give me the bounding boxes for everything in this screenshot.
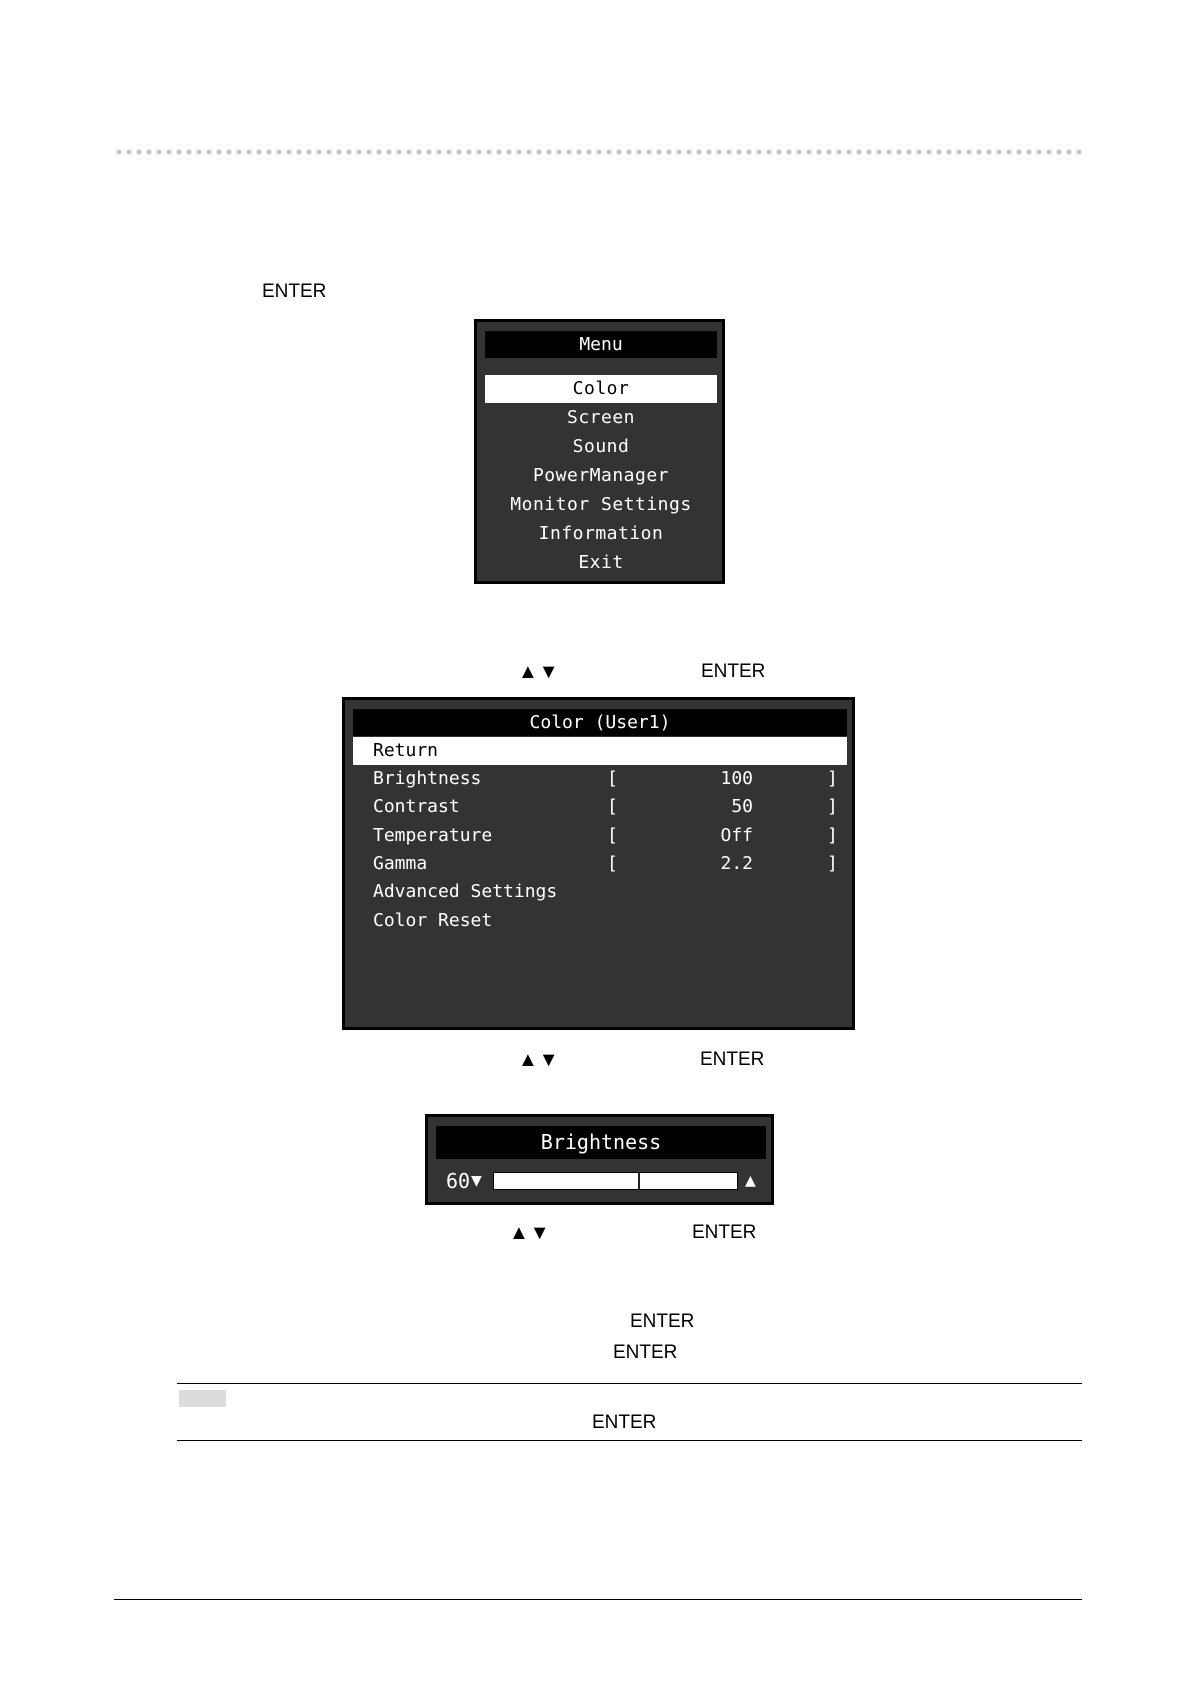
row-label: Contrast — [373, 796, 460, 817]
increase-arrow-icon[interactable]: ▲ — [745, 1170, 756, 1191]
up-down-arrows-icon: ▲▼ — [518, 1049, 560, 1071]
menu-item-sound[interactable]: Sound — [572, 436, 630, 457]
bracket-left: [ — [607, 825, 618, 846]
bracket-left: [ — [607, 796, 618, 817]
enter-key-label: ENTER — [630, 1311, 695, 1332]
up-down-arrows-icon: ▲▼ — [518, 661, 560, 683]
row-value: 100 — [720, 768, 753, 789]
menu-item-exit[interactable]: Exit — [578, 552, 624, 573]
color-row-contrast[interactable] — [353, 793, 847, 821]
menu-item-screen[interactable]: Screen — [566, 407, 636, 428]
enter-key-label: ENTER — [700, 1049, 765, 1070]
main-menu-title: Menu — [485, 331, 717, 358]
enter-key-label: ENTER — [262, 281, 327, 302]
dotted-divider — [114, 149, 1082, 155]
enter-key-label: ENTER — [692, 1222, 757, 1243]
color-row-return[interactable] — [353, 737, 847, 765]
brightness-osd — [425, 1114, 774, 1205]
decrease-arrow-icon[interactable]: ▼ — [471, 1170, 482, 1191]
note-top-rule — [177, 1383, 1082, 1384]
enter-key-label: ENTER — [592, 1412, 657, 1433]
row-value: 2.2 — [720, 853, 753, 874]
footer-rule — [114, 1599, 1082, 1600]
color-row-color-reset[interactable] — [353, 907, 847, 935]
color-row-temperature[interactable] — [353, 822, 847, 850]
row-label: Temperature — [373, 825, 493, 846]
main-menu-osd — [474, 319, 725, 584]
menu-item-monitor-settings[interactable]: Monitor Settings — [510, 494, 692, 515]
bracket-left: [ — [607, 768, 618, 789]
brightness-slider-track[interactable] — [493, 1172, 738, 1190]
color-row-advanced-settings[interactable] — [353, 878, 847, 906]
row-label: Advanced Settings — [373, 881, 558, 902]
color-row-gamma[interactable] — [353, 850, 847, 878]
bracket-right: ] — [827, 853, 838, 874]
brightness-title: Brightness — [436, 1126, 766, 1159]
enter-key-label: ENTER — [613, 1342, 678, 1363]
bracket-right: ] — [827, 768, 838, 789]
row-value: Off — [720, 825, 753, 846]
bracket-right: ] — [827, 796, 838, 817]
bracket-left: [ — [607, 853, 618, 874]
note-bottom-rule — [177, 1440, 1082, 1441]
note-tag — [179, 1390, 226, 1407]
brightness-slider-fill — [494, 1173, 640, 1189]
menu-item-color[interactable]: Color — [485, 375, 717, 403]
enter-key-label: ENTER — [701, 661, 766, 682]
up-down-arrows-icon: ▲▼ — [509, 1222, 551, 1244]
bracket-right: ] — [827, 825, 838, 846]
color-menu-title: Color (User1) — [353, 709, 847, 736]
menu-item-powermanager[interactable]: PowerManager — [532, 465, 670, 486]
row-label: Brightness — [373, 768, 482, 789]
brightness-value: 60 — [446, 1169, 471, 1193]
row-label: Color Reset — [373, 910, 493, 931]
color-row-brightness[interactable] — [353, 765, 847, 793]
row-label: Return — [373, 740, 439, 761]
color-menu-osd — [342, 697, 855, 1030]
row-value: 50 — [731, 796, 753, 817]
menu-item-information[interactable]: Information — [538, 523, 664, 544]
row-label: Gamma — [373, 853, 428, 874]
